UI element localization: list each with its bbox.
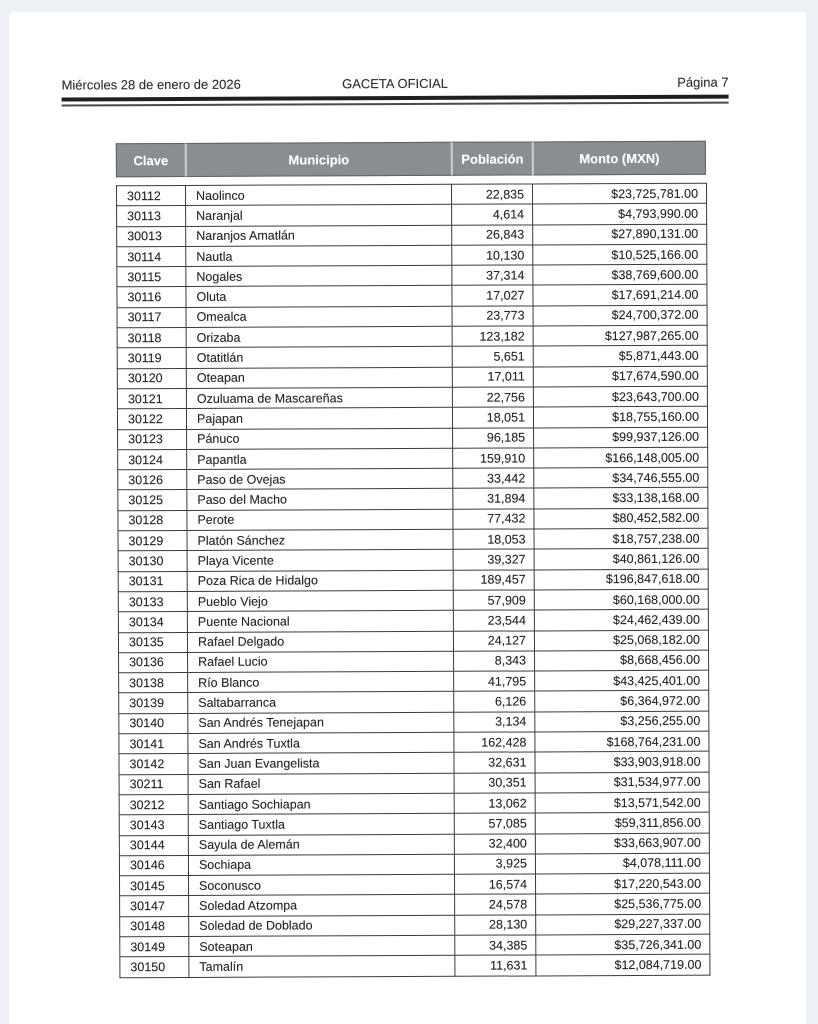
table-row [120, 954, 710, 977]
table-row [119, 650, 709, 673]
table-row [119, 792, 709, 815]
cell-monto: $31,534,977.00 [535, 772, 709, 793]
cell-clave: 30120 [117, 368, 186, 389]
cell-municipio: San Andrés Tenejapan [188, 712, 454, 733]
header-date: Miércoles 28 de enero de 2026 [61, 76, 241, 93]
table-row [120, 914, 710, 937]
cell-poblacion: 32,631 [454, 752, 535, 773]
table-header-row [116, 141, 706, 178]
cell-municipio: San Andrés Tuxtla [188, 732, 454, 753]
cell-poblacion: 123,182 [452, 326, 533, 347]
cell-monto: $18,755,160.00 [533, 406, 707, 427]
cell-poblacion: 26,843 [452, 225, 533, 246]
cell-monto: $33,663,907.00 [535, 833, 709, 854]
table-row [119, 853, 709, 876]
cell-monto: $24,462,439.00 [534, 609, 708, 630]
table-header [116, 141, 706, 178]
cell-clave: 30133 [118, 591, 187, 612]
cell-clave: 30146 [119, 855, 188, 876]
cell-clave: 30141 [119, 733, 188, 754]
cell-municipio: Pajapan [186, 408, 452, 429]
cell-poblacion: 57,085 [454, 813, 535, 834]
cell-monto: $3,256,255.00 [535, 711, 709, 732]
table-row [119, 833, 709, 856]
cell-monto: $25,068,182.00 [534, 630, 708, 651]
cell-monto: $80,452,582.00 [534, 508, 708, 529]
cell-municipio: Pueblo Viejo [187, 590, 453, 611]
cell-monto: $38,769,600.00 [533, 264, 707, 285]
table-row [117, 305, 707, 328]
cell-municipio: Platón Sánchez [187, 529, 453, 550]
cell-clave: 30131 [118, 571, 187, 592]
cell-monto: $17,691,214.00 [533, 285, 707, 306]
table-row [117, 406, 707, 429]
cell-poblacion: 6,126 [454, 691, 535, 712]
cell-monto: $27,890,131.00 [533, 224, 707, 245]
cell-monto: $24,700,372.00 [533, 305, 707, 326]
cell-clave: 30113 [117, 206, 186, 227]
table-row [117, 386, 707, 409]
cell-poblacion: 189,457 [453, 570, 534, 591]
cell-clave: 30212 [119, 794, 188, 815]
cell-monto: $17,220,543.00 [535, 873, 709, 894]
table-row [119, 711, 709, 734]
cell-poblacion: 96,185 [453, 428, 534, 449]
page-content [7, 10, 808, 1024]
cell-municipio: Santiago Sochiapan [188, 793, 454, 814]
cell-poblacion: 18,053 [453, 529, 534, 550]
cell-clave: 30138 [119, 673, 188, 694]
table-rows [116, 183, 709, 977]
cell-monto: $4,078,111.00 [535, 853, 709, 874]
cell-poblacion: 24,578 [455, 894, 536, 915]
column-header-monto: Monto (MXN) [532, 141, 706, 176]
cell-poblacion: 30,351 [454, 773, 535, 794]
cell-clave: 30119 [117, 348, 186, 369]
cell-municipio: Naranjos Amatlán [186, 225, 452, 246]
cell-monto: $6,364,972.00 [535, 691, 709, 712]
cell-poblacion: 24,127 [453, 630, 534, 651]
cell-monto: $35,726,341.00 [536, 934, 710, 955]
cell-poblacion: 18,051 [452, 407, 533, 428]
cell-clave: 30135 [118, 632, 187, 653]
cell-clave: 30115 [117, 267, 186, 288]
cell-poblacion: 23,544 [453, 610, 534, 631]
cell-monto: $40,861,126.00 [534, 549, 708, 570]
cell-municipio: Soledad Atzompa [189, 895, 455, 916]
table-row [118, 488, 708, 511]
table-row [120, 873, 710, 896]
table-row [118, 447, 708, 470]
cell-clave: 30148 [120, 916, 189, 937]
cell-municipio: Ozuluama de Mascareñas [186, 387, 452, 408]
cell-poblacion: 10,130 [452, 245, 533, 266]
cell-municipio: Soledad de Doblado [189, 915, 455, 936]
cell-monto: $168,764,231.00 [535, 731, 709, 752]
cell-clave: 30121 [117, 388, 186, 409]
table-row [118, 427, 708, 450]
cell-poblacion: 8,343 [454, 651, 535, 672]
cell-monto: $23,643,700.00 [533, 386, 707, 407]
cell-poblacion: 34,385 [455, 935, 536, 956]
table-row [116, 183, 706, 206]
table-row [118, 549, 708, 572]
table-row [117, 264, 707, 287]
cell-clave: 30118 [117, 328, 186, 349]
table-row [120, 934, 710, 957]
cell-poblacion: 41,795 [454, 671, 535, 692]
cell-clave: 30140 [119, 713, 188, 734]
cell-poblacion: 13,062 [454, 793, 535, 814]
page-header [62, 75, 729, 107]
cell-municipio: Nautla [186, 245, 452, 266]
cell-municipio: Naranjal [186, 205, 452, 226]
cell-monto: $59,311,856.00 [535, 812, 709, 833]
header-rule-thick [62, 95, 729, 102]
cell-municipio: Paso de Ovejas [187, 468, 453, 489]
cell-monto: $166,148,005.00 [534, 447, 708, 468]
cell-poblacion: 11,631 [455, 955, 536, 976]
cell-poblacion: 162,428 [454, 732, 535, 753]
cell-municipio: Río Blanco [188, 671, 454, 692]
cell-municipio: Perote [187, 509, 453, 530]
table-row [119, 812, 709, 835]
cell-municipio: Oluta [186, 286, 452, 307]
cell-poblacion: 22,835 [451, 184, 532, 205]
table-row [119, 691, 709, 714]
table-row [117, 366, 707, 389]
cell-clave: 30122 [117, 409, 186, 430]
cell-clave: 30114 [117, 246, 186, 267]
cell-clave: 30147 [120, 896, 189, 917]
cell-poblacion: 4,614 [452, 204, 533, 225]
table-row [117, 325, 707, 348]
table-row [118, 630, 708, 653]
cell-poblacion: 28,130 [455, 915, 536, 936]
column-header-municipio: Municipio [185, 142, 451, 177]
cell-municipio: Rafael Delgado [187, 631, 453, 652]
cell-poblacion: 16,574 [454, 874, 535, 895]
table-row [118, 467, 708, 490]
cell-municipio: Oteapan [186, 367, 452, 388]
cell-municipio: Omealca [186, 306, 452, 327]
page-number: Página 7 [677, 74, 729, 90]
cell-monto: $60,168,000.00 [534, 589, 708, 610]
cell-clave: 30128 [118, 510, 187, 531]
cell-monto: $4,793,990.00 [533, 203, 707, 224]
table-row [117, 285, 707, 308]
cell-municipio: Pánuco [187, 428, 453, 449]
cell-monto: $25,536,775.00 [536, 894, 710, 915]
cell-poblacion: 3,925 [454, 854, 535, 875]
cell-municipio: Rafael Lucio [188, 651, 454, 672]
cell-poblacion: 32,400 [454, 833, 535, 854]
municipality-table [116, 141, 710, 978]
cell-clave: 30134 [118, 612, 187, 633]
table-row [117, 224, 707, 247]
cell-monto: $43,425,401.00 [535, 670, 709, 691]
cell-monto: $8,668,456.00 [535, 650, 709, 671]
cell-clave: 30136 [119, 652, 188, 673]
cell-poblacion: 77,432 [453, 509, 534, 530]
table-row [119, 731, 709, 754]
cell-clave: 30124 [118, 449, 187, 470]
cell-monto: $34,746,555.00 [534, 467, 708, 488]
cell-municipio: Santiago Tuxtla [188, 814, 454, 835]
cell-monto: $5,871,443.00 [533, 346, 707, 367]
cell-clave: 30116 [117, 287, 186, 308]
cell-poblacion: 33,442 [453, 468, 534, 489]
table-row [117, 244, 707, 267]
cell-poblacion: 17,011 [452, 367, 533, 388]
cell-clave: 30150 [120, 957, 189, 978]
cell-municipio: Sayula de Alemán [188, 834, 454, 855]
cell-monto: $196,847,618.00 [534, 569, 708, 590]
cell-poblacion: 5,651 [452, 346, 533, 367]
publication-title: GACETA OFICIAL [342, 75, 449, 92]
cell-poblacion: 31,894 [453, 488, 534, 509]
table-row [119, 670, 709, 693]
cell-clave: 30142 [119, 754, 188, 775]
cell-monto: $33,903,918.00 [535, 752, 709, 773]
cell-clave: 30126 [118, 470, 187, 491]
cell-monto: $29,227,337.00 [536, 914, 710, 935]
table-row [118, 569, 708, 592]
cell-municipio: San Juan Evangelista [188, 753, 454, 774]
cell-clave: 30123 [118, 429, 187, 450]
cell-clave: 30149 [120, 936, 189, 957]
cell-poblacion: 23,773 [452, 306, 533, 327]
cell-clave: 30143 [119, 815, 188, 836]
cell-municipio: Paso del Macho [187, 489, 453, 510]
cell-poblacion: 17,027 [452, 285, 533, 306]
cell-poblacion: 3,134 [454, 712, 535, 733]
cell-monto: $13,571,542.00 [535, 792, 709, 813]
cell-municipio: Soconusco [188, 874, 454, 895]
cell-clave: 30145 [120, 876, 189, 897]
cell-poblacion: 159,910 [453, 448, 534, 469]
cell-municipio: Otatitlán [186, 347, 452, 368]
gazette-page [9, 12, 806, 1024]
cell-municipio: Saltabarranca [188, 692, 454, 713]
cell-clave: 30139 [119, 693, 188, 714]
cell-municipio: Nogales [186, 265, 452, 286]
table-row [119, 752, 709, 775]
table-body [116, 183, 710, 978]
cell-poblacion: 57,909 [453, 590, 534, 611]
cell-municipio: Naolinco [185, 184, 451, 205]
cell-municipio: Soteapan [189, 935, 455, 956]
cell-poblacion: 22,756 [452, 387, 533, 408]
cell-municipio: Orizaba [186, 326, 452, 347]
cell-monto: $17,674,590.00 [533, 366, 707, 387]
table-row [118, 528, 708, 551]
cell-municipio: Puente Nacional [187, 611, 453, 632]
cell-clave: 30129 [118, 531, 187, 552]
cell-municipio: Poza Rica de Hidalgo [187, 570, 453, 591]
cell-clave: 30130 [118, 551, 187, 572]
cell-monto: $23,725,781.00 [532, 183, 706, 204]
cell-monto: $18,757,238.00 [534, 528, 708, 549]
cell-municipio: Papantla [187, 448, 453, 469]
cell-clave: 30013 [117, 226, 186, 247]
cell-clave: 30112 [116, 185, 185, 206]
cell-monto: $33,138,168.00 [534, 488, 708, 509]
table-row [118, 589, 708, 612]
cell-municipio: Tamalín [189, 956, 455, 977]
running-head [62, 75, 729, 93]
cell-monto: $99,937,126.00 [534, 427, 708, 448]
cell-poblacion: 37,314 [452, 265, 533, 286]
table-row [117, 203, 707, 226]
cell-municipio: San Rafael [188, 773, 454, 794]
cell-clave: 30211 [119, 774, 188, 795]
cell-municipio: Sochiapa [188, 854, 454, 875]
table-row [118, 508, 708, 531]
column-header-clave: Clave [116, 143, 185, 177]
cell-municipio: Playa Vicente [187, 550, 453, 571]
table-row [118, 609, 708, 632]
cell-clave: 30144 [119, 835, 188, 856]
cell-clave: 30125 [118, 490, 187, 511]
header-rule-thin [62, 102, 729, 107]
cell-monto: $127,987,265.00 [533, 325, 707, 346]
table-row [120, 894, 710, 917]
column-header-poblacion: Población [451, 141, 532, 175]
cell-monto: $10,525,166.00 [533, 244, 707, 265]
cell-clave: 30117 [117, 307, 186, 328]
cell-monto: $12,084,719.00 [536, 954, 710, 975]
table-row [119, 772, 709, 795]
table-row [117, 346, 707, 369]
cell-poblacion: 39,327 [453, 549, 534, 570]
